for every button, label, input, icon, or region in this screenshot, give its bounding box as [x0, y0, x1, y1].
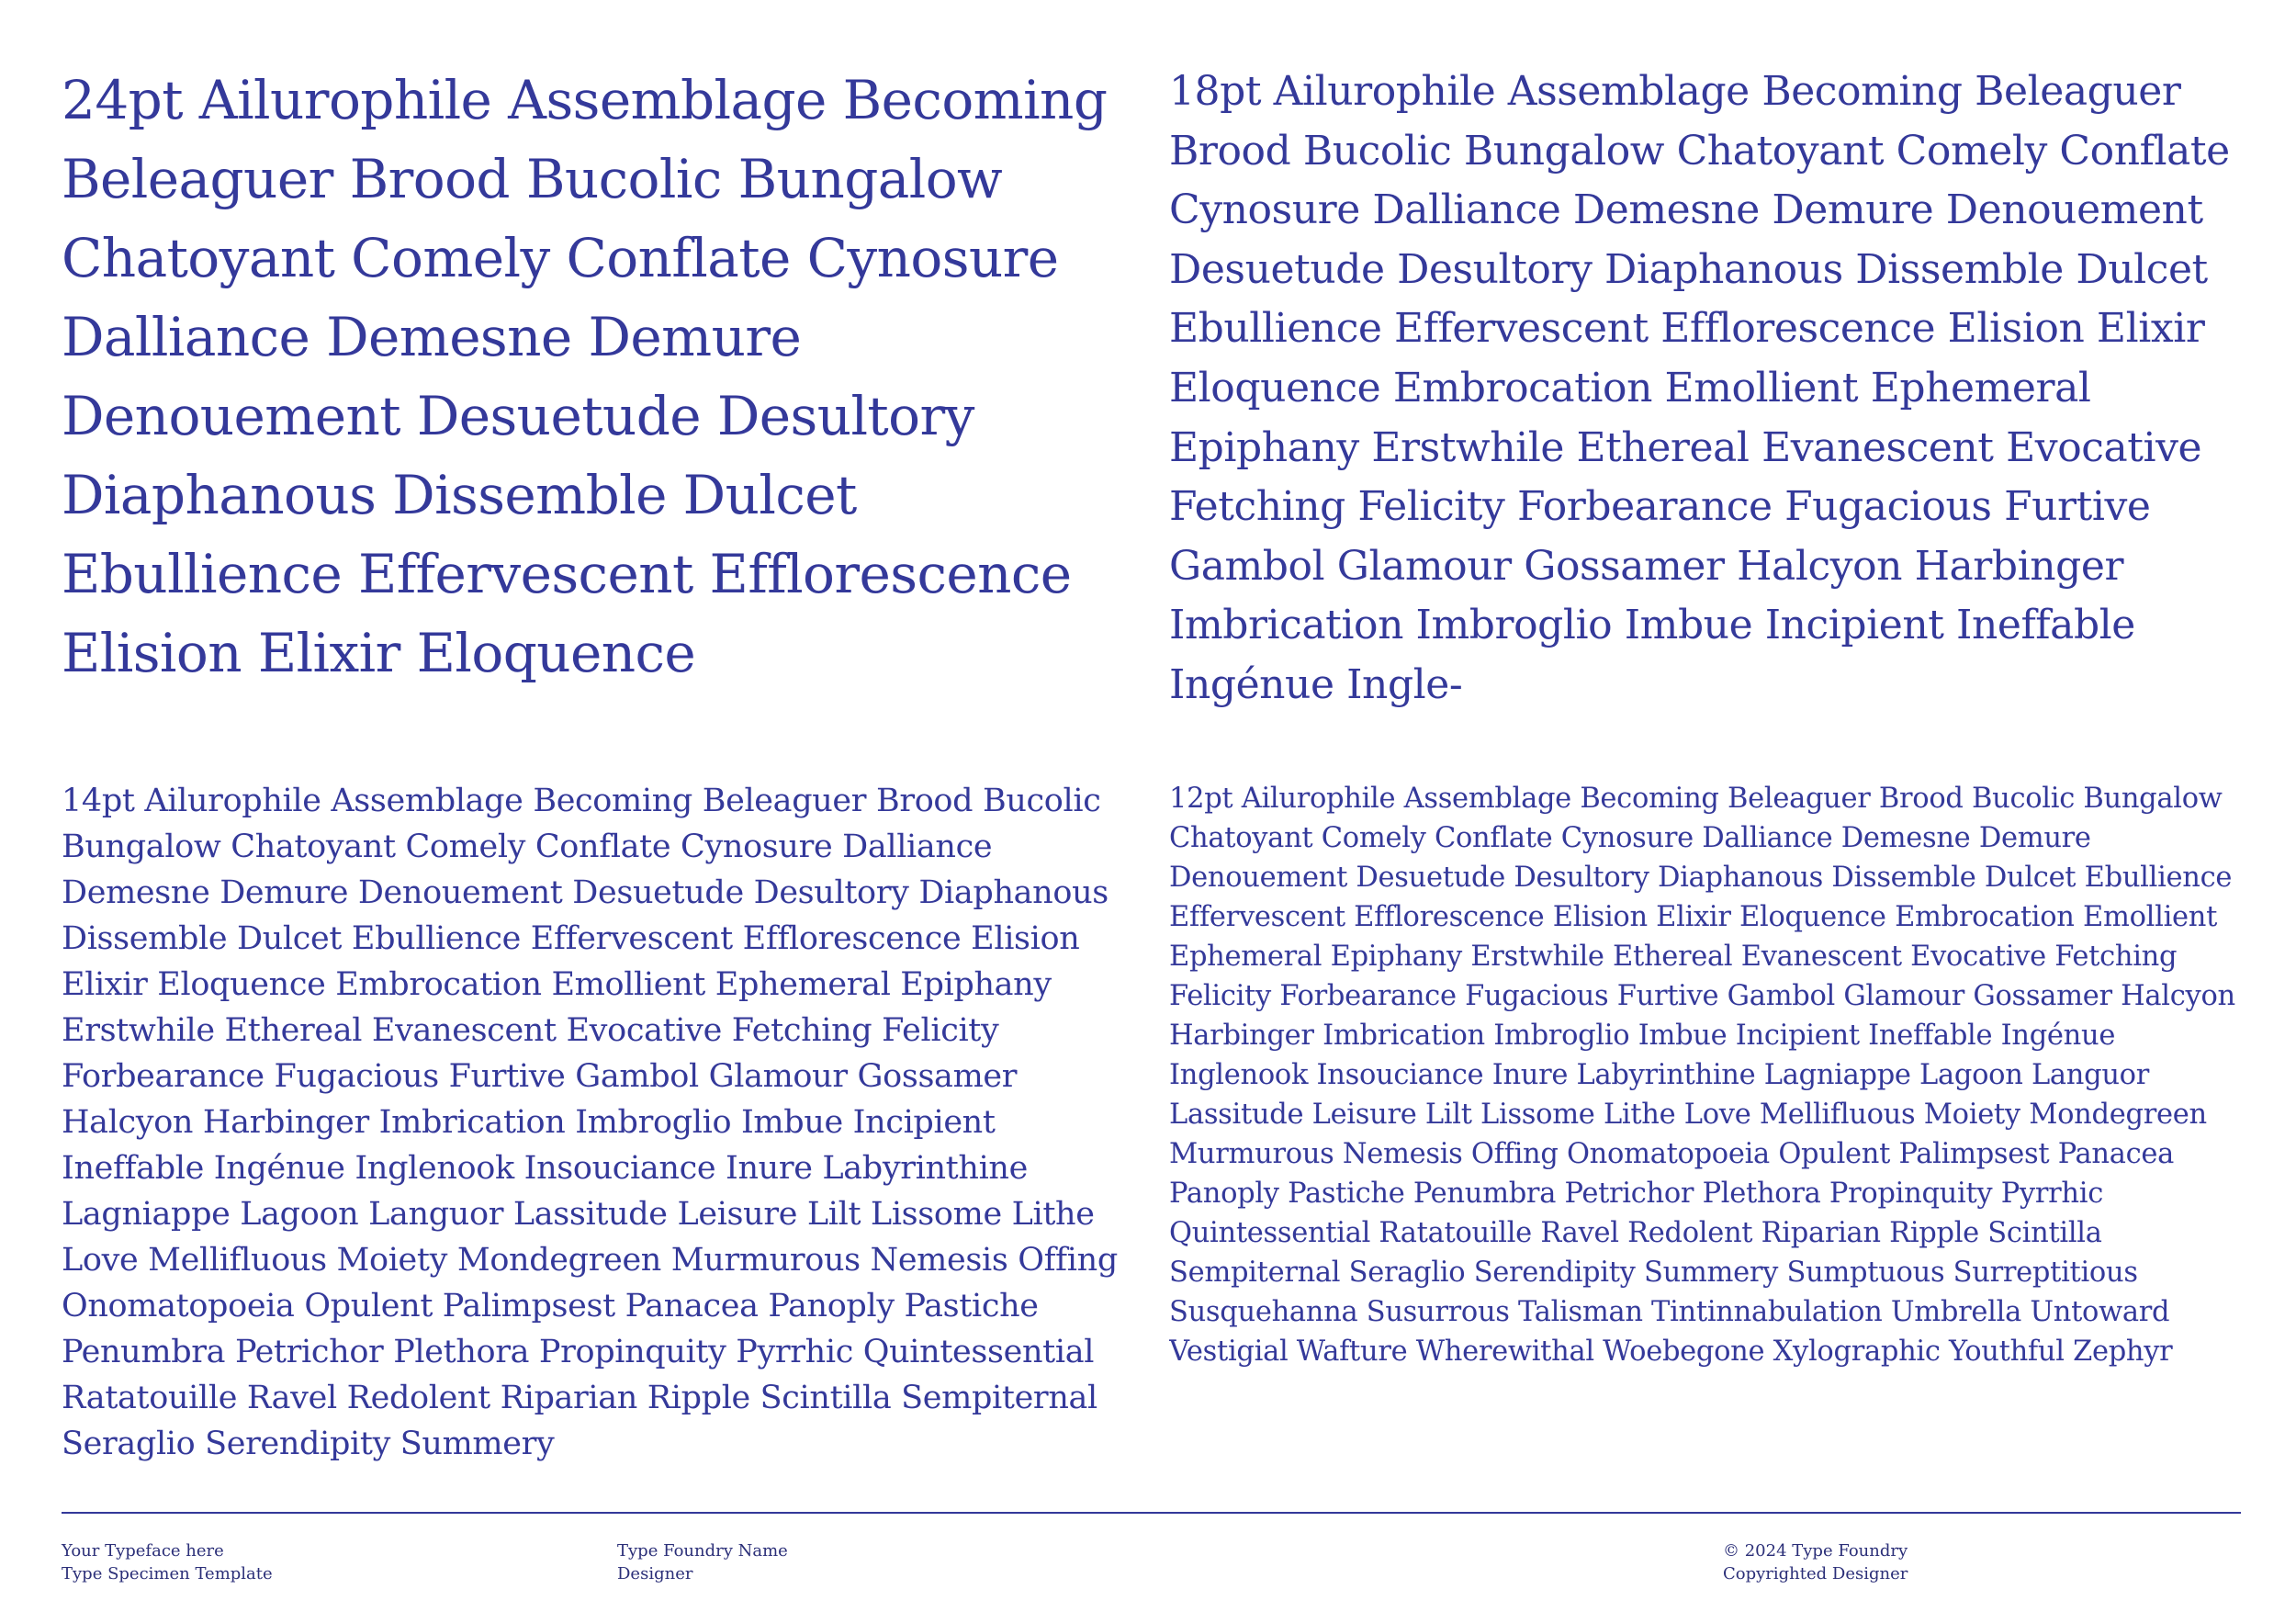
specimen-18pt: 18pt Ailurophile Assemblage Becoming Beleaguer Brood Bucolic Bungalow Chatoyant Comely Conflate Cynosure Dalliance Demesne Demure Denouement Desuetude Desultory Diaphanous Dissemble Dulcet Ebullience Effervescent Efflorescence Elision Elixir Eloquence Embrocation Emollient Ephemeral Epiphany Erstwhile Ethereal Evanescent Evocative Fetching Felicity Forbearance Fugacious Furtive Gambol Glamour Gossamer Halcyon Harbinger Imbrication Imbroglio Imbue Incipient Ineffable Ingénue Ingle- [1169, 68, 2230, 708]
foundry-name: Type Foundry Name [617, 1541, 788, 1561]
footer-foundry-info [617, 1539, 788, 1585]
copyright-line: © 2024 Type Foundry [1723, 1541, 1908, 1561]
template-name: Type Specimen Template [62, 1564, 273, 1584]
copyright-designer: Copyrighted Designer [1723, 1564, 1908, 1584]
typeface-name: Your Typeface here [62, 1541, 224, 1561]
designer-name: Designer [617, 1564, 693, 1584]
footer-divider [62, 1512, 2241, 1514]
footer-copyright [1723, 1539, 1908, 1585]
specimen-14pt: 14pt Ailurophile Assemblage Becoming Beleaguer Brood Bucolic Bungalow Chatoyant Comely Conflate Cynosure Dalliance Demesne Demure Denouement Desuetude Desultory Diaphanous Dissemble Dulcet Ebullience Effervescent Efflorescence Elision Elixir Eloquence Embrocation Emollient Ephemeral Epiphany Erstwhile Ethereal Evanescent Evocative Fetching Felicity Forbearance Fugacious Furtive Gambol Glamour Gossamer Halcyon Harbinger Imbrication Imbroglio Imbue Incipient Ineffable Ingénue Inglenook Insouciance Inure Labyrinthine Lagniappe Lagoon Languor Lassitude Leisure Lilt Lissome Lithe Love Mellifluous Moiety Mondegreen Murmurous Nemesis Offing Onomatopoeia Opulent Palimpsest Panacea Panoply Pastiche Penumbra Petrichor Plethora Propinquity Pyrrhic Quintessential Ratatouille Ravel Redolent Riparian Ripple Scintilla Sempiternal Seraglio Serendipity Summery [62, 783, 1118, 1462]
specimen-24pt: 24pt Ailurophile Assemblage Becoming Beleaguer Brood Bucolic Bungalow Chatoyant Comely Conflate Cynosure Dalliance Demesne Demure Denouement Desuetude Desultory Diaphanous Dissemble Dulcet Ebullience Effervescent Efflorescence Elision Elixir Eloquence [62, 69, 1108, 684]
footer-typeface-info [62, 1539, 273, 1585]
specimen-12pt: 12pt Ailurophile Assemblage Becoming Beleaguer Brood Bucolic Bungalow Chatoyant Comely Conflate Cynosure Dalliance Demesne Demure Denouement Desuetude Desultory Diaphanous Dissemble Dulcet Ebullience Effervescent Efflorescence Elision Elixir Eloquence Embrocation Emollient Ephemeral Epiphany Erstwhile Ethereal Evanescent Evocative Fetching Felicity Forbearance Fugacious Furtive Gambol Glamour Gossamer Halcyon Harbinger Imbrication Imbroglio Imbue Incipient Ineffable Ingénue Inglenook Insouciance Inure Labyrinthine Lagniappe Lagoon Languor Lassitude Leisure Lilt Lissome Lithe Love Mellifluous Moiety Mondegreen Murmurous Nemesis Offing Onomatopoeia Opulent Palimpsest Panacea Panoply Pastiche Penumbra Petrichor Plethora Propinquity Pyrrhic Quintessential Ratatouille Ravel Redolent Riparian Ripple Scintilla Sempiternal Seraglio Serendipity Summery Sumptuous Surreptitious Susquehanna Susurrous Talisman Tintinnabulation Umbrella Untoward Vestigial Wafture Wherewithal Woebegone Xylographic Youthful Zephyr [1169, 783, 2235, 1368]
